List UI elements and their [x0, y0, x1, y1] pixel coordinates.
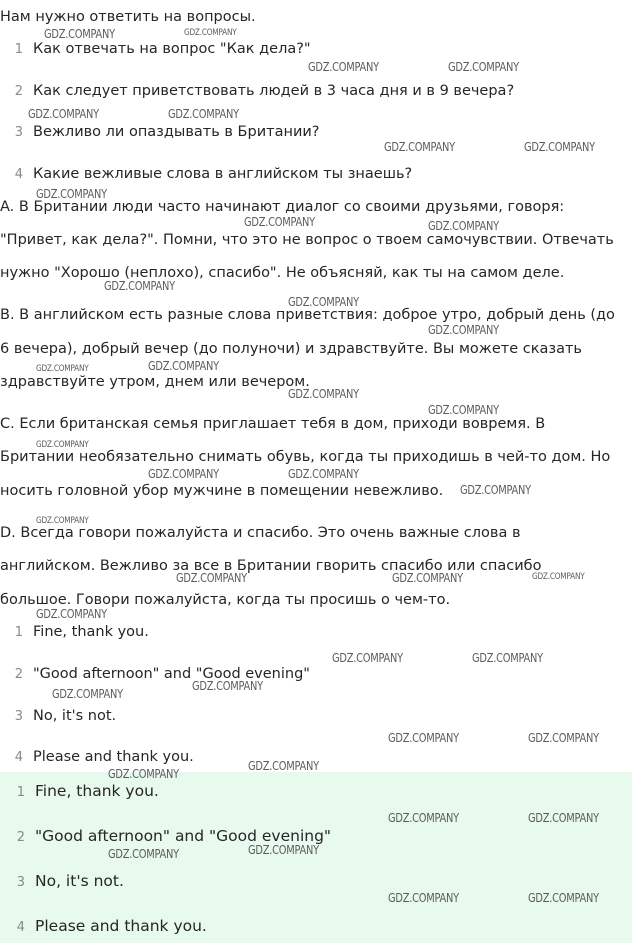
watermark: GDZ.COMPANY — [428, 219, 499, 233]
watermark: GDZ.COMPANY — [52, 687, 123, 701]
question-item — [0, 123, 320, 142]
intro-text: Нам нужно ответить на вопросы. — [0, 9, 256, 25]
answer-text: "Good afternoon" and "Good evening" — [35, 827, 332, 845]
highlighted-answer-item — [0, 782, 159, 802]
question-item — [0, 82, 514, 101]
watermark: GDZ.COMPANY — [244, 215, 315, 229]
answer-item — [0, 665, 310, 684]
watermark: GDZ.COMPANY — [36, 187, 107, 201]
answer-number: 2 — [14, 667, 23, 682]
answer-number: 2 — [16, 830, 25, 845]
question-text: Какие вежливые слова в английском ты знаешь? — [33, 166, 413, 182]
watermark: GDZ.COMPANY — [472, 651, 543, 665]
watermark: GDZ.COMPANY — [148, 359, 219, 373]
question-number: 3 — [14, 125, 23, 140]
paragraph-line: здравствуйте утром, днем или вечером. — [0, 374, 310, 390]
answer-item — [0, 707, 116, 726]
watermark: GDZ.COMPANY — [44, 27, 115, 41]
watermark: GDZ.COMPANY — [524, 140, 595, 154]
paragraph-line: "Привет, как дела?". Помни, что это не вопрос о твоем самочувствии. Отвечать — [0, 232, 614, 248]
watermark: GDZ.COMPANY — [104, 279, 175, 293]
watermark: GDZ.COMPANY — [288, 387, 359, 401]
watermark: GDZ.COMPANY — [36, 440, 89, 450]
watermark: GDZ.COMPANY — [384, 140, 455, 154]
question-number: 4 — [14, 167, 23, 182]
answer-text: Fine, thank you. — [33, 624, 149, 640]
answer-text: No, it's not. — [35, 872, 124, 890]
watermark: GDZ.COMPANY — [288, 295, 359, 309]
watermark: GDZ.COMPANY — [388, 811, 459, 825]
watermark: GDZ.COMPANY — [460, 483, 531, 497]
watermark: GDZ.COMPANY — [288, 467, 359, 481]
answer-number: 4 — [16, 920, 25, 935]
paragraph-line: английском. Вежливо за все в Британии гворить спасибо или спасибо — [0, 558, 542, 574]
watermark: GDZ.COMPANY — [192, 679, 263, 693]
answer-number: 1 — [14, 625, 23, 640]
answer-item — [0, 748, 194, 767]
watermark: GDZ.COMPANY — [28, 107, 99, 121]
answer-text: No, it's not. — [33, 708, 117, 724]
watermark: GDZ.COMPANY — [428, 323, 499, 337]
answer-number: 1 — [16, 785, 25, 800]
question-text: Как отвечать на вопрос "Как дела?" — [33, 41, 311, 57]
question-item — [0, 40, 311, 59]
paragraph-line: B. В английском есть разные слова приветствия: доброе утро, добрый день (до — [0, 307, 615, 323]
question-text: Как следует приветствовать людей в 3 часа дня и в 9 вечера? — [33, 83, 515, 99]
watermark: GDZ.COMPANY — [308, 60, 379, 74]
highlighted-answer-item — [0, 917, 207, 937]
watermark: GDZ.COMPANY — [176, 571, 247, 585]
paragraph-line: носить головной убор мужчине в помещении невежливо. — [0, 483, 444, 499]
watermark: GDZ.COMPANY — [168, 107, 239, 121]
watermark: GDZ.COMPANY — [332, 651, 403, 665]
watermark: GDZ.COMPANY — [36, 364, 89, 374]
question-text: Вежливо ли опаздывать в Британии? — [33, 124, 320, 140]
watermark: GDZ.COMPANY — [528, 731, 599, 745]
watermark: GDZ.COMPANY — [388, 731, 459, 745]
watermark: GDZ.COMPANY — [36, 607, 107, 621]
watermark: GDZ.COMPANY — [148, 467, 219, 481]
answer-number: 3 — [16, 875, 25, 890]
paragraph-line: C. Если британская семья приглашает тебя в дом, приходи вовремя. В — [0, 416, 546, 432]
watermark: GDZ.COMPANY — [388, 891, 459, 905]
watermark: GDZ.COMPANY — [528, 811, 599, 825]
answer-text: Please and thank you. — [33, 749, 194, 765]
paragraph-line: нужно "Хорошо (неплохо), спасибо". Не объясняй, как ты на самом деле. — [0, 265, 565, 281]
answer-item — [0, 623, 149, 642]
watermark: GDZ.COMPANY — [108, 847, 179, 861]
watermark: GDZ.COMPANY — [108, 767, 179, 781]
answer-number: 3 — [14, 709, 23, 724]
answer-text: "Good afternoon" and "Good evening" — [33, 666, 310, 682]
watermark: GDZ.COMPANY — [528, 891, 599, 905]
answer-text: Fine, thank you. — [35, 782, 159, 800]
watermark: GDZ.COMPANY — [184, 28, 237, 38]
question-number: 2 — [14, 84, 23, 99]
watermark: GDZ.COMPANY — [248, 759, 319, 773]
paragraph-line: большое. Говори пожалуйста, когда ты просишь о чем-то. — [0, 592, 451, 608]
question-item — [0, 165, 412, 184]
answer-text: Please and thank you. — [35, 917, 207, 935]
watermark: GDZ.COMPANY — [532, 572, 585, 582]
watermark: GDZ.COMPANY — [428, 403, 499, 417]
paragraph-line: D. Всегда говори пожалуйста и спасибо. Это очень важные слова в — [0, 525, 521, 541]
highlighted-answer-item — [0, 872, 124, 892]
paragraph-line: Британии необязательно снимать обувь, когда ты приходишь в чей-то дом. Но — [0, 449, 611, 465]
question-number: 1 — [14, 42, 23, 57]
paragraph-line: A. В Британии люди часто начинают диалог со своими друзьями, говоря: — [0, 199, 565, 215]
watermark: GDZ.COMPANY — [448, 60, 519, 74]
answer-number: 4 — [14, 750, 23, 765]
paragraph-line: 6 вечера), добрый вечер (до полуночи) и здравствуйте. Вы можете сказать — [0, 341, 582, 357]
watermark: GDZ.COMPANY — [248, 843, 319, 857]
watermark: GDZ.COMPANY — [36, 516, 89, 526]
watermark: GDZ.COMPANY — [392, 571, 463, 585]
